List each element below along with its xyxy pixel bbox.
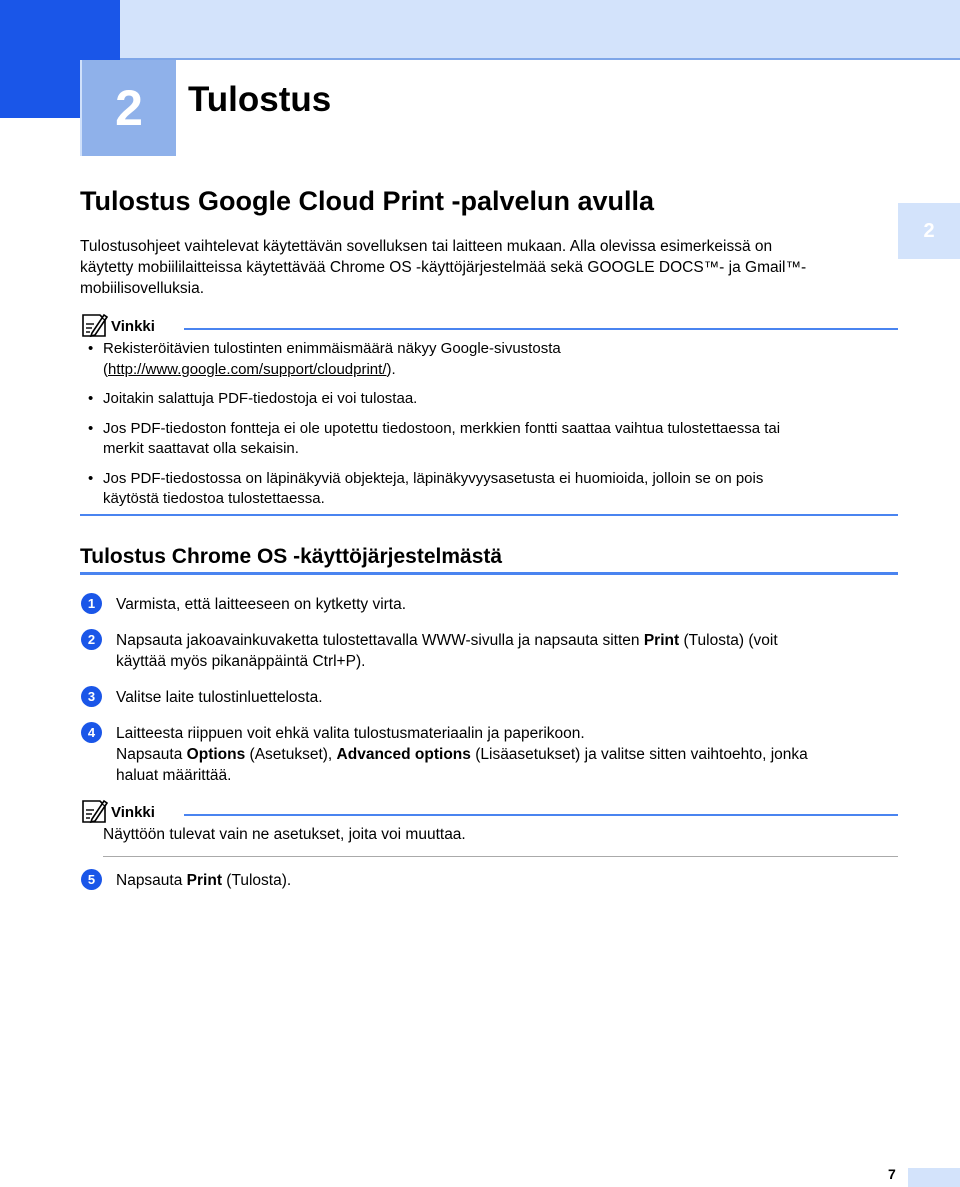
subsection-rule — [80, 572, 898, 575]
step-number-badge: 2 — [81, 629, 102, 650]
note-pencil-icon — [80, 797, 108, 825]
note-end-rule — [103, 856, 898, 857]
note-item-text: Rekisteröitävien tulostinten enimmäismäärä näkyy Google-sivustosta — [103, 340, 561, 357]
step-text-part: Napsauta jakoavainkuvaketta tulostettavalla WWW-sivulla ja napsauta sitten — [116, 632, 644, 649]
step-number-badge: 3 — [81, 686, 102, 707]
intro-line: mobiilisovelluksia. — [80, 280, 205, 297]
intro-line: käytetty mobiililaitteissa käytettävää Chrome OS -käyttöjärjestelmää sekä GOOGLE DOCS™- ja Gmail™- — [80, 259, 807, 276]
note-item — [88, 339, 898, 380]
step-text-part: haluat määrittää. — [116, 767, 232, 784]
note-item-text: Jos PDF-tiedoston fontteja ei ole upotettu tiedostoon, merkkien fontti saattaa vaihtua tulostettaessa tai — [103, 419, 781, 437]
step-text-part: Laitteesta riippuen voit ehkä valita tulostusmateriaalin ja paperikoon. — [116, 725, 585, 742]
note-header — [80, 797, 898, 825]
note-item — [88, 469, 898, 510]
footer-strip — [908, 1168, 960, 1187]
step-ui-term: Print — [186, 872, 222, 889]
header-strip — [120, 0, 960, 58]
step-text — [116, 870, 896, 891]
note-rule — [184, 814, 898, 816]
step-text — [116, 630, 896, 672]
header-rule — [120, 58, 960, 60]
step-ui-term: Print — [643, 632, 680, 649]
note-rule — [184, 328, 898, 330]
step-text-part: käyttää myös pikanäppäintä Ctrl+P). — [116, 653, 366, 670]
step-number-badge: 5 — [81, 869, 102, 890]
side-tab-number: 2 — [923, 219, 935, 242]
page-number: 7 — [888, 1166, 896, 1182]
note-end-rule — [80, 514, 898, 516]
step-text-part: (Asetukset), — [245, 746, 337, 763]
intro-paragraph — [80, 236, 895, 299]
subsection-title: Tulostus Chrome OS -käyttöjärjestelmästä — [80, 545, 503, 568]
step-text — [116, 723, 896, 786]
step-text-part: (Tulosta). — [221, 872, 292, 889]
step-text-part: (Tulosta) (voit — [679, 632, 778, 649]
note-item-text: Joitakin salattuja PDF-tiedostoja ei voi tulostaa. — [103, 390, 418, 407]
note-label: Vinkki — [111, 804, 155, 821]
note-text: Näyttöön tulevat vain ne asetukset, joita voi muuttaa. — [103, 826, 466, 843]
step-number-badge: 4 — [81, 722, 102, 743]
step-number-badge: 1 — [81, 593, 102, 614]
step-text-part: (Lisäasetukset) ja valitse sitten vaihtoehto, jonka — [470, 746, 808, 763]
note-item-text: Jos PDF-tiedostossa on läpinäkyviä objekteja, läpinäkyvyysasetusta ei huomioida, jolloin se on pois — [103, 469, 764, 487]
chapter-number: 2 — [115, 80, 143, 136]
note-item — [88, 389, 898, 410]
step-ui-term: Advanced options — [336, 746, 471, 763]
note-header — [80, 311, 898, 339]
note-item-text: ( — [103, 360, 108, 378]
note-label: Vinkki — [111, 318, 155, 335]
note-item-text: käytöstä tiedostoa tulostettaessa. — [103, 490, 325, 507]
note-pencil-icon — [80, 311, 108, 339]
cloudprint-link[interactable]: http://www.google.com/support/cloudprint/ — [108, 360, 387, 378]
step-text-part: Napsauta — [116, 746, 187, 763]
intro-line: Tulostusohjeet vaihtelevat käytettävän sovelluksen tai laitteen mukaan. Alla olevissa esimerkeissä on — [80, 238, 773, 255]
side-chapter-tab — [898, 203, 960, 259]
step-ui-term: Options — [186, 746, 246, 763]
chapter-number-box — [80, 60, 176, 156]
note-item-text: ). — [386, 360, 396, 378]
step-text: Valitse laite tulostinluettelosta. — [116, 689, 323, 706]
note-item — [88, 419, 898, 460]
step-text: Varmista, että laitteeseen on kytketty virta. — [116, 596, 407, 613]
section-title: Tulostus Google Cloud Print -palvelun avulla — [80, 186, 655, 216]
note-list — [88, 339, 898, 519]
note-item-text: merkit saattavat olla sekaisin. — [103, 440, 299, 457]
step-text-part: Napsauta — [116, 872, 187, 889]
chapter-title: Tulostus — [188, 80, 332, 119]
